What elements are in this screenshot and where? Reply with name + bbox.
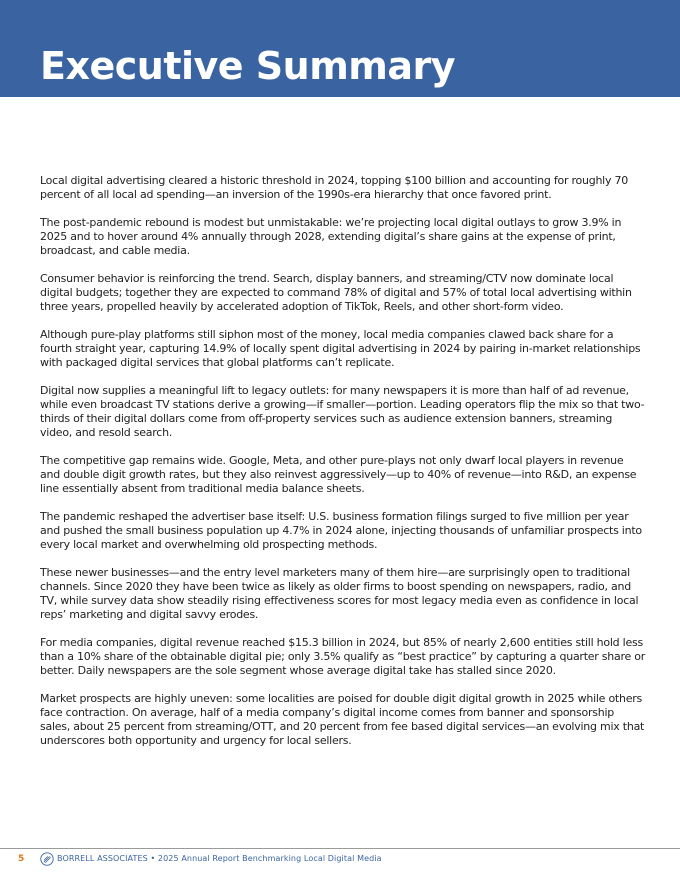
paragraph-2: The post-pandemic rebound is modest but unmistakable: we’re projecting local digital outlays to grow 3.9% in 2025 and to hover around 4% annually through 2028, extending digital’s share gains at the expense of print, broadcast, and cable media. bbox=[40, 216, 622, 257]
paragraph-7: The pandemic reshaped the advertiser base itself: U.S. business formation filings surged to five million per year and pushed the small business population up 4.7% in 2024 alone, injecting thousands of unfamiliar prospects into every local market and overwhelming old prospecting methods. bbox=[40, 510, 642, 551]
paragraph-3: Consumer behavior is reinforcing the trend. Search, display banners, and streaming/CTV now dominate local digital budgets; together they are expected to command 78% of digital and 57% of total local advertising within three years, propelled heavily by accelerated adoption of TikTok, Reels, and other short-form video. bbox=[40, 272, 632, 313]
borrell-logo-icon bbox=[40, 852, 54, 866]
footer bbox=[0, 852, 680, 866]
paragraph-6: The competitive gap remains wide. Google, Meta, and other pure-plays not only dwarf local players in revenue and double digit growth rates, but they also reinvest aggressively—up to 40% of revenue—into R&D, an expense line essentially absent from traditional media balance sheets. bbox=[40, 454, 637, 495]
paragraph-10: Market prospects are highly uneven: some localities are poised for double digit digital growth in 2025 while others face contraction. On average, half of a media company’s digital income comes from banner and sponsorship sales, about 25 percent from streaming/OTT, and 20 percent from fee based digital services—an evolving mix that underscores both opportunity and urgency for local sellers. bbox=[40, 692, 645, 747]
paragraph-8: These newer businesses—and the entry level marketers many of them hire—are surprisingly open to traditional channels. Since 2020 they have been twice as likely as older firms to boost spending on newspapers, radio, and TV, while survey data show steadily rising effectiveness scores for most legacy media even as confidence in local reps’ marketing and digital savvy erodes. bbox=[40, 566, 639, 621]
page-number: 5 bbox=[18, 854, 25, 864]
body-text bbox=[40, 174, 646, 762]
footer-divider bbox=[0, 848, 680, 849]
page-title: Executive Summary bbox=[40, 44, 456, 88]
paragraph-1: Local digital advertising cleared a historic threshold in 2024, topping $100 billion and accounting for roughly 70 percent of all local ad spending—an inversion of the 1990s-era hierarchy that once favored print. bbox=[40, 174, 628, 201]
paragraph-4: Although pure-play platforms still siphon most of the money, local media companies clawed back share for a fourth straight year, capturing 14.9% of locally spent digital advertising in 2024 by pairing in-market relationships with packaged digital services that global platforms can’t replicate. bbox=[40, 328, 641, 369]
header-band bbox=[0, 0, 680, 97]
paragraph-9: For media companies, digital revenue reached $15.3 billion in 2024, but 85% of nearly 2,600 entities still hold less than a 10% share of the obtainable digital pie; only 3.5% qualify as “best practice” by capturing a quarter share or better. Daily newspapers are the sole segment whose average digital take has stalled since 2020. bbox=[40, 636, 646, 677]
footer-report-title: BORRELL ASSOCIATES • 2025 Annual Report Benchmarking Local Digital Media bbox=[57, 854, 382, 863]
paragraph-5: Digital now supplies a meaningful lift to legacy outlets: for many newspapers it is more than half of ad revenue, while even broadcast TV stations derive a growing—if smaller—portion. Leading operators flip the mix so that two-thirds of their digital dollars come from off-property services such as audience extension banners, streaming video, and resold search. bbox=[40, 384, 645, 439]
